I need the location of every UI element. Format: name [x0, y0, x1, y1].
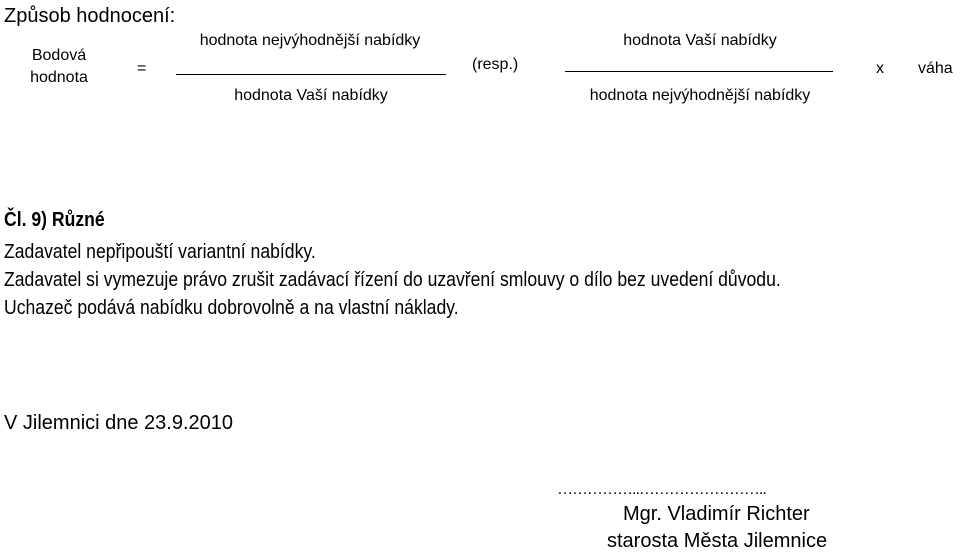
signatory-name: Mgr. Vladimír Richter	[623, 503, 810, 525]
fraction2-numerator: hodnota Vaší nabídky	[623, 32, 777, 49]
formula-resp: (resp.)	[472, 56, 519, 73]
fraction1-denominator: hodnota Vaší nabídky	[234, 87, 388, 104]
section-line: Uchazeč podává nabídku dobrovolně a na vlastní náklady.	[4, 297, 459, 319]
formula-weight: váha	[918, 60, 953, 77]
section-line: Zadavatel si vymezuje právo zrušit zadávací řízení do uzavření smlouvy o dílo bez uvedení důvodu.	[4, 269, 781, 291]
section-title: Čl. 9) Různé	[4, 209, 105, 231]
formula-left-label-line2: hodnota	[30, 69, 88, 86]
fraction1-bar	[176, 74, 446, 75]
signature-dots: ……………..……………………..	[557, 481, 766, 498]
fraction2-denominator: hodnota nejvýhodnější nabídky	[589, 87, 811, 104]
fraction1-numerator: hodnota nejvýhodnější nabídky	[199, 32, 421, 49]
place-and-date: V Jilemnici dne 23.9.2010	[4, 412, 234, 434]
section-line: Zadavatel nepřipouští variantní nabídky.	[4, 241, 316, 263]
formula-times-sign: x	[876, 60, 884, 77]
formula-left-label-line1: Bodová	[31, 47, 87, 64]
page-heading: Způsob hodnocení:	[4, 5, 176, 27]
formula-equals-sign: =	[137, 60, 147, 77]
signatory-role: starosta Města Jilemnice	[607, 530, 828, 552]
fraction2-bar	[565, 71, 833, 72]
